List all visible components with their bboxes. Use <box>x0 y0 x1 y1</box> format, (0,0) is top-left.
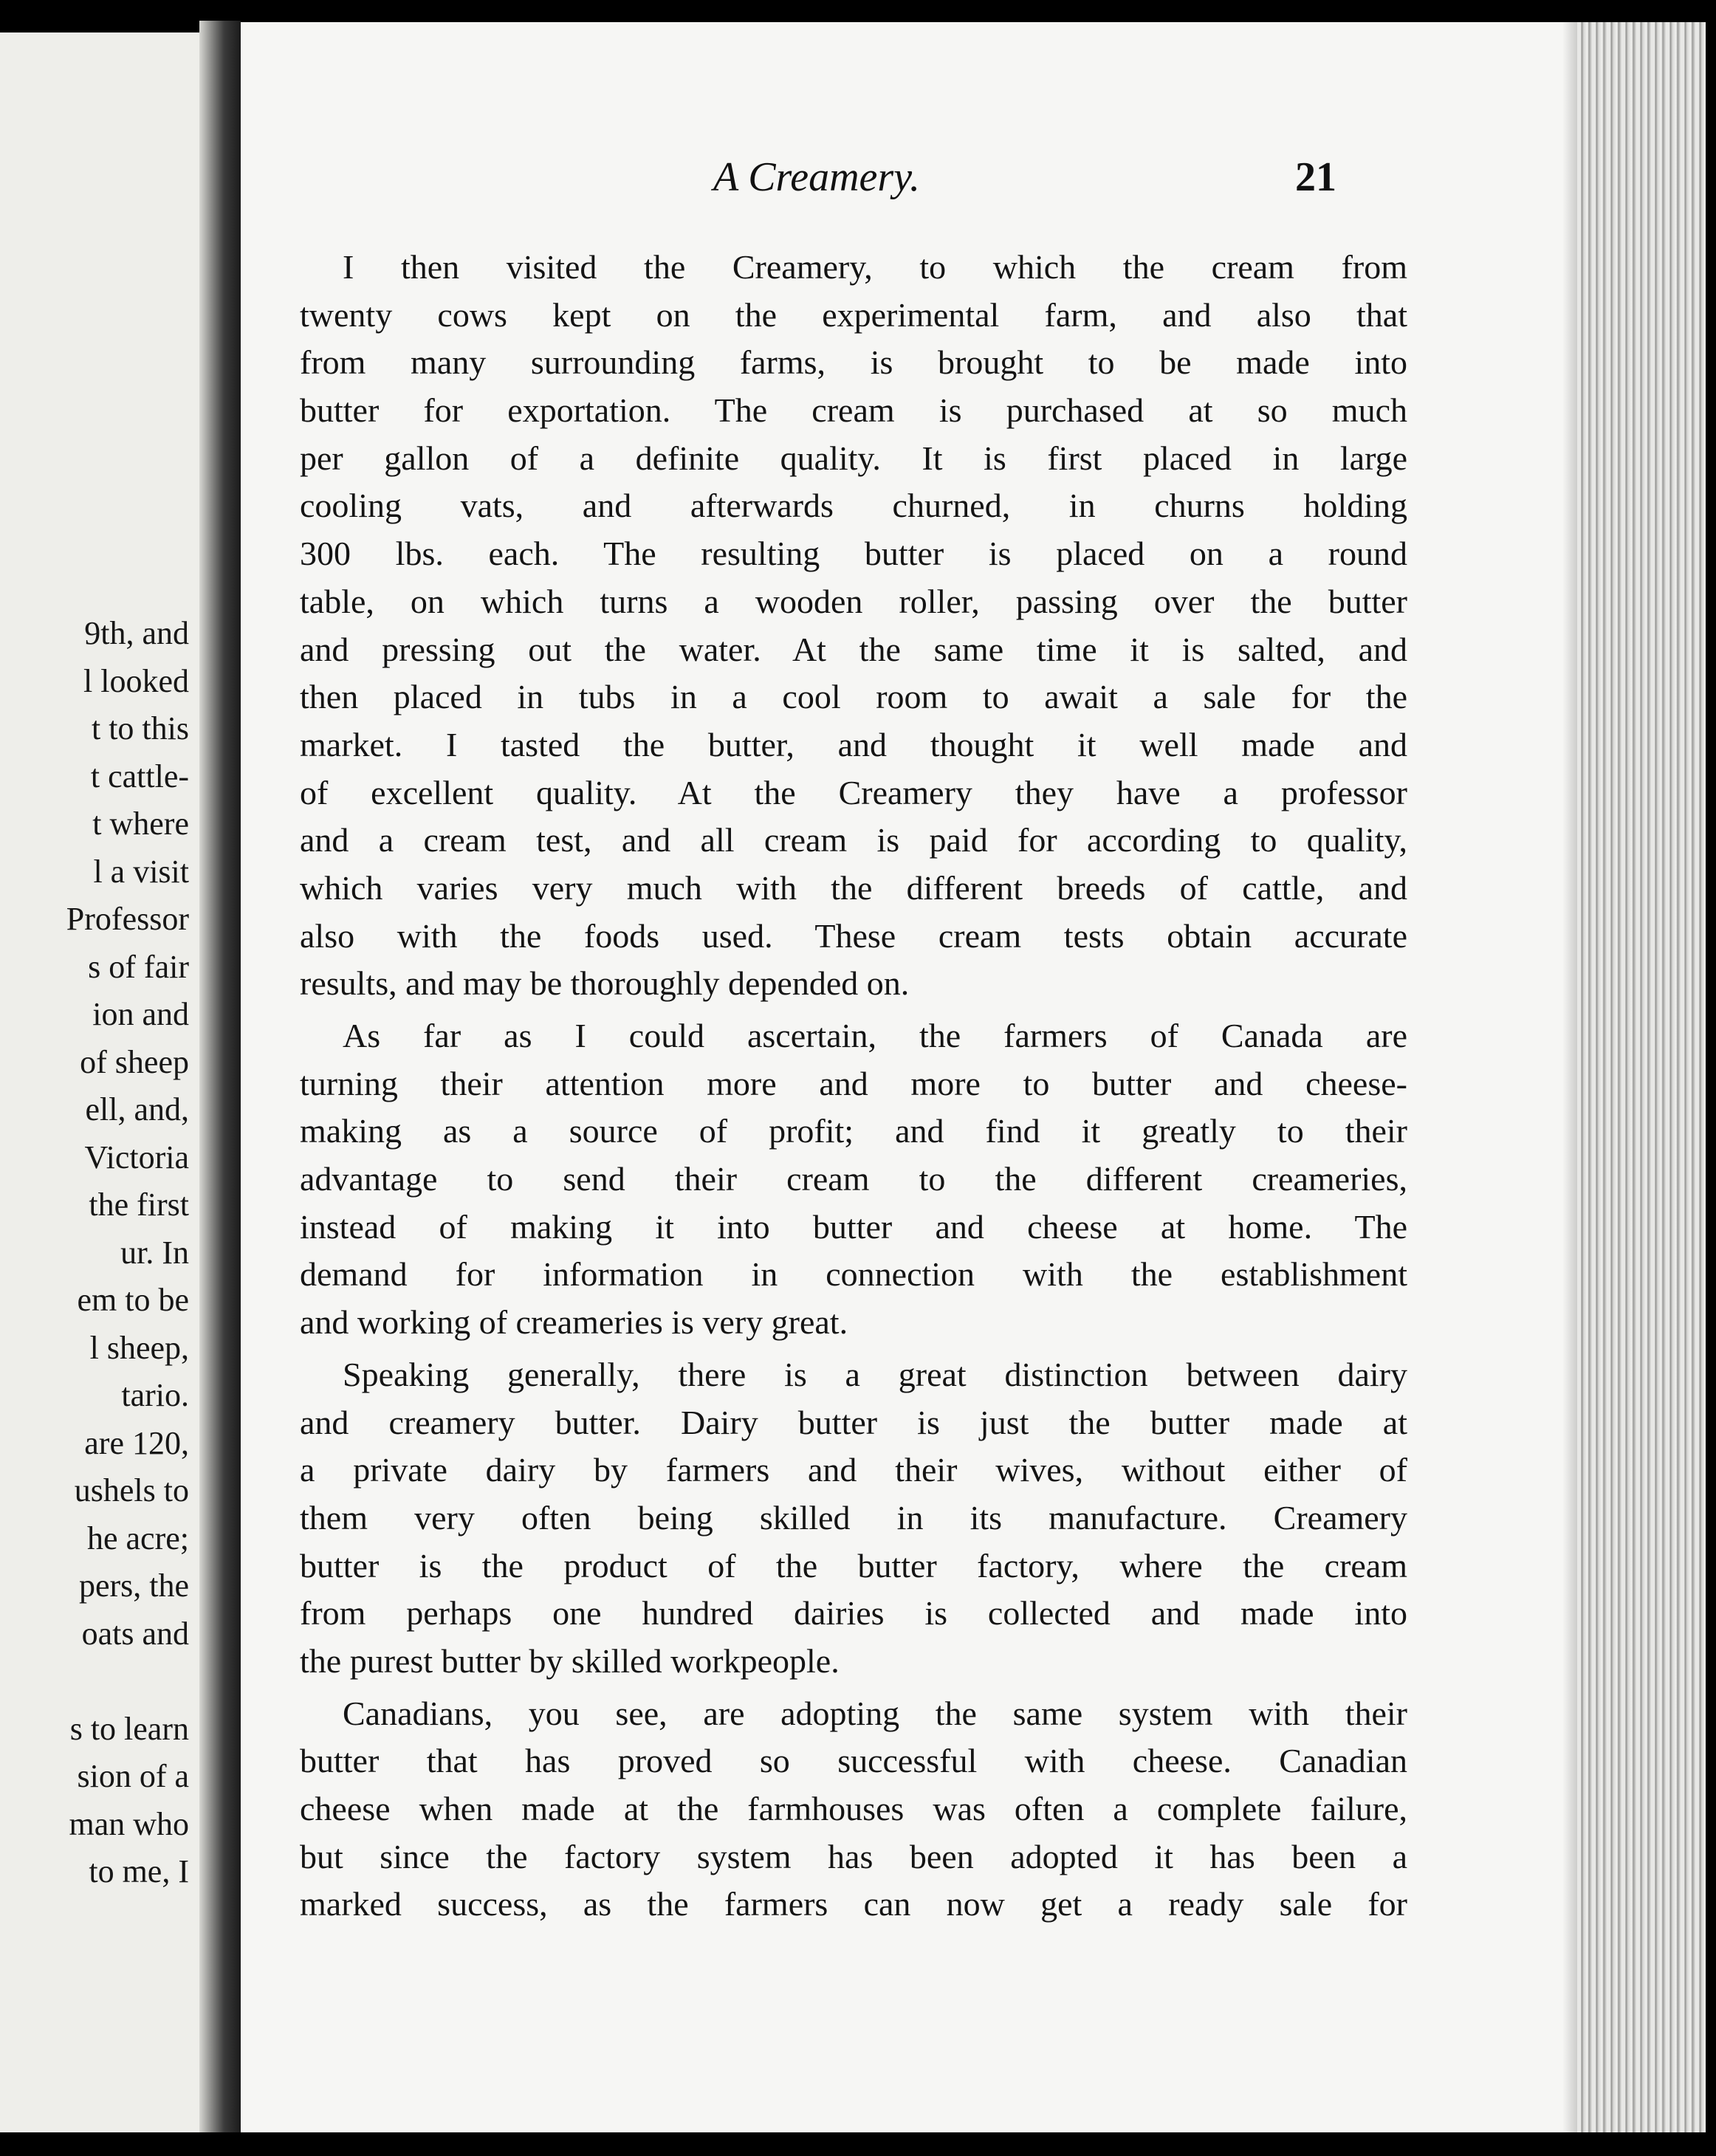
facing-page-line: ell, and, <box>85 1091 189 1127</box>
scan-border-bottom <box>0 2132 1716 2156</box>
text-line: cooling vats, and afterwards churned, in churns holding <box>300 487 1407 525</box>
facing-page-line: the first <box>89 1187 189 1223</box>
facing-page-line: Victoria <box>84 1139 189 1175</box>
body-text <box>300 244 1407 1929</box>
facing-page-line: t to this <box>91 710 189 746</box>
text-line: per gallon of a definite quality. It is first placed in large <box>300 439 1407 477</box>
text-line: butter is the product of the butter factory, where the cream <box>300 1546 1407 1585</box>
text-line: turning their attention more and more to butter and cheese- <box>300 1064 1407 1102</box>
text-line: instead of making it into butter and cheese at home. The <box>300 1207 1407 1246</box>
text-line: a private dairy by farmers and their wives, without either of <box>300 1451 1407 1489</box>
text-line: but since the factory system has been adopted it has been a <box>300 1837 1407 1875</box>
text-line: then placed in tubs in a cool room to await a sale for the <box>300 678 1407 716</box>
text-line: butter for exportation. The cream is purchased at so much <box>300 391 1407 430</box>
facing-page-line: he acre; <box>87 1520 189 1556</box>
page-header <box>241 148 1577 207</box>
facing-page-line: 9th, and <box>84 615 189 651</box>
text-line: and working of creameries is very great. <box>300 1303 848 1342</box>
facing-page-line: l sheep, <box>89 1329 189 1366</box>
facing-page-line: Professor <box>66 901 189 937</box>
text-line: advantage to send their cream to the different creameries, <box>300 1160 1407 1198</box>
text-line: table, on which turns a wooden roller, passing over the butter <box>300 582 1407 620</box>
facing-page-line: to me, I <box>89 1853 189 1889</box>
facing-page-line: t cattle- <box>90 758 189 794</box>
facing-page-line: l looked <box>83 662 189 699</box>
page-number: 21 <box>1295 154 1336 200</box>
facing-page-line: of sheep <box>80 1043 189 1080</box>
text-line: and creamery butter. Dairy butter is just the butter made at <box>300 1403 1407 1441</box>
text-line: of excellent quality. At the Creamery they have a professor <box>300 773 1407 811</box>
text-line: making as a source of profit; and find it greatly to their <box>300 1112 1407 1150</box>
scan-border <box>1706 0 1716 2156</box>
text-line: from many surrounding farms, is brought to be made into <box>300 343 1407 382</box>
text-line: them very often being skilled in its manufacture. Creamery <box>300 1498 1407 1537</box>
facing-page-line: pers, the <box>78 1568 189 1604</box>
text-line: As far as I could ascertain, the farmers of Canada are <box>343 1017 1407 1054</box>
book-page <box>241 22 1577 2132</box>
text-line: twenty cows kept on the experimental farm, and also that <box>300 295 1407 334</box>
facing-page-line: tario. <box>121 1377 189 1413</box>
facing-page-line: l a visit <box>93 853 189 890</box>
text-line: butter that has proved so successful with cheese. Canadian <box>300 1742 1407 1780</box>
facing-page-line: s to learn <box>69 1710 189 1747</box>
text-line: and pressing out the water. At the same time it is salted, and <box>300 630 1407 668</box>
page-stack-edge <box>1577 22 1716 2132</box>
running-title: A Creamery. <box>713 154 920 200</box>
facing-page-line: em to be <box>77 1282 189 1318</box>
text-line: results, and may be thoroughly depended on. <box>300 964 910 1003</box>
text-line: marked success, as the farmers can now get a ready sale for <box>300 1885 1407 1923</box>
facing-page-line: are 120, <box>84 1424 189 1461</box>
facing-page-line: ushels to <box>74 1472 189 1508</box>
facing-page-line: man who <box>69 1805 189 1842</box>
paragraph <box>300 1351 1407 1686</box>
paragraph <box>300 1012 1407 1347</box>
facing-page-line: oats and <box>81 1615 189 1652</box>
text-line: 300 lbs. each. The resulting butter is placed on a round <box>300 535 1407 573</box>
text-line: Speaking generally, there is a great distinction between dairy <box>343 1355 1407 1393</box>
text-line: and a cream test, and all cream is paid for according to quality, <box>300 821 1407 859</box>
text-line: cheese when made at the farmhouses was often a complete failure, <box>300 1790 1407 1827</box>
text-line: from perhaps one hundred dairies is collected and made into <box>300 1594 1407 1633</box>
text-line: demand for information in connection with the establishment <box>300 1255 1407 1294</box>
facing-page-line: ur. In <box>120 1234 189 1271</box>
book-gutter <box>199 21 241 2156</box>
facing-page-line: s of fair <box>88 948 189 985</box>
text-line: Canadians, you see, are adopting the same system with their <box>343 1694 1407 1732</box>
text-line: I then visited the Creamery, to which the cream from <box>343 248 1407 286</box>
facing-page-left <box>0 32 199 2156</box>
facing-page-line: t where <box>92 806 189 842</box>
facing-page-line: sion of a <box>77 1758 189 1794</box>
text-line: also with the foods used. These cream tests obtain accurate <box>300 916 1407 955</box>
paragraph <box>300 1690 1407 1929</box>
text-line: which varies very much with the different breeds of cattle, and <box>300 868 1407 907</box>
text-line: market. I tasted the butter, and thought it well made and <box>300 725 1407 763</box>
paragraph <box>300 244 1407 1008</box>
facing-page-line: ion and <box>92 996 189 1032</box>
text-line: the purest butter by skilled workpeople. <box>300 1641 840 1680</box>
